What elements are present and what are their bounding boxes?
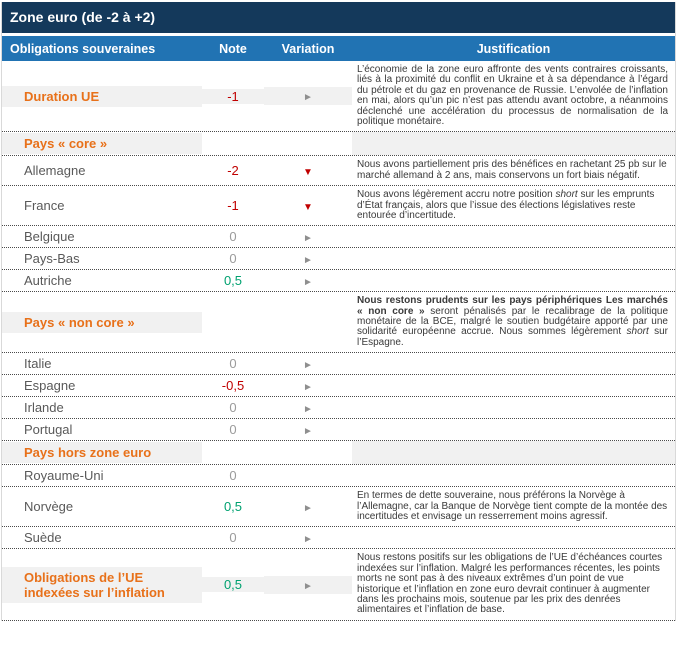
row-variation: [264, 355, 352, 373]
variation-right-icon: ►: [303, 359, 313, 371]
row-note: 0: [229, 468, 237, 484]
variation-down-icon: ▼: [303, 201, 313, 213]
table-row: [2, 549, 675, 620]
row-note: -2: [227, 163, 239, 179]
row-justification: [352, 441, 675, 464]
row-justification: Nous avons partiellement pris des bénéfices en rachetant 25 pb sur le marché allemand à 2 ans, mais conservons un fort biais négatif.: [357, 159, 667, 181]
variation-right-icon: ►: [303, 425, 313, 437]
row-label: Suède: [24, 530, 62, 546]
row-note: 0,5: [202, 577, 264, 592]
row-label: Italie: [24, 356, 52, 372]
row-justification: [352, 132, 675, 155]
table-row: [2, 270, 675, 292]
row-note: -1: [202, 89, 264, 104]
variation-down-icon: ▼: [303, 166, 313, 178]
row-variation: [264, 498, 352, 516]
table-title: [2, 2, 675, 33]
row-justification: Nous restons positifs sur les obligations de l’UE d’échéances courtes indexées sur l’inflation. Malgré les performances récentes, les points morts ne sont pas à des niveaux extrêmes d’un point de vue historique et l’inflation en zone euro devrait continuer à augmenter dans les prochains mois, soutenue par les prix des denrées alimentaires et l’inflation de base.: [357, 552, 663, 616]
row-label: Royaume-Uni: [24, 468, 104, 484]
row-justification: [352, 397, 675, 418]
row-justification: L’économie de la zone euro affronte des vents contraires croissants, liés à la proximité du conflit en Ukraine et à sa dépendance à l’égard du pétrole et du gaz en provenance de Russie. L’envolée de l’inflation en mai, alors qu’un pic n’est pas attendu avant octobre, a néanmoins déclenché une accélération du processus de normalisation de la politique monétaire.: [357, 64, 668, 127]
row-variation: [264, 162, 352, 180]
row-variation: [264, 529, 352, 547]
row-variation: [264, 576, 352, 594]
row-note: 0: [229, 251, 237, 267]
row-label: Portugal: [24, 422, 73, 438]
column-header-note: Note: [219, 41, 247, 56]
table-title-text: Zone euro (de -2 à +2): [10, 9, 156, 25]
row-justification: [352, 270, 675, 291]
row-note: 0,5: [223, 273, 243, 289]
row-label: Irlande: [24, 400, 64, 416]
table-row: [2, 292, 675, 353]
row-justification: [352, 375, 675, 396]
table-body: [2, 61, 675, 621]
row-variation: [264, 228, 352, 246]
table-row: [2, 248, 675, 270]
variation-right-icon: ►: [303, 92, 313, 104]
row-note: 0: [229, 229, 237, 245]
table-row: [2, 375, 675, 397]
row-variation: [264, 87, 352, 105]
row-note: 0: [229, 400, 237, 416]
row-justification: Nous avons légèrement accru notre position short sur les emprunts d’État français, alors que l’issue des élections législatives reste entourée d’incertitude.: [357, 189, 655, 221]
row-label: France: [24, 198, 65, 214]
table-row: [2, 487, 675, 527]
row-justification: Nous restons prudents sur les pays périphériques Les marchés « non core » seront pénalisés par le recalibrage de la politique monétaire de la BCE, malgré le soutien budgétaire apporté par une solidarité européenne accrue. Nous sommes légèrement short sur l’Espagne.: [357, 295, 669, 348]
table-row: [2, 465, 675, 487]
row-note: 0,5: [223, 499, 243, 515]
row-justification: [352, 226, 675, 247]
row-variation: [264, 377, 352, 395]
row-note: 0: [229, 530, 237, 546]
variation-right-icon: ►: [303, 381, 313, 393]
row-label: Duration UE: [2, 86, 202, 107]
table-row: [2, 397, 675, 419]
row-justification: [352, 353, 675, 374]
table-row: [2, 156, 675, 186]
row-justification: [352, 465, 675, 486]
row-variation: [264, 399, 352, 417]
row-label: Espagne: [24, 378, 76, 394]
row-variation: [264, 250, 352, 268]
table-row: [2, 186, 675, 226]
table-row: [2, 527, 675, 549]
row-label: Allemagne: [24, 163, 86, 179]
row-justification: [352, 527, 675, 548]
row-justification: [352, 419, 675, 440]
row-label: Belgique: [24, 229, 75, 245]
variation-right-icon: ►: [303, 232, 313, 244]
table-header-row: [2, 36, 675, 61]
table-row: [2, 132, 675, 156]
row-label: Pays-Bas: [24, 251, 80, 267]
row-label: Pays « core »: [2, 133, 202, 154]
table-row: [2, 419, 675, 441]
row-note: 0: [229, 422, 237, 438]
column-header-variation: Variation: [281, 41, 335, 56]
row-label: Autriche: [24, 273, 72, 289]
variation-right-icon: ►: [303, 254, 313, 266]
column-header-justification: Justification: [476, 41, 551, 56]
row-label: Pays hors zone euro: [2, 442, 202, 463]
row-note: -1: [227, 198, 239, 214]
table-row: [2, 353, 675, 375]
row-variation: [264, 272, 352, 290]
row-label: Obligations de l’UE indexées sur l’inflation: [2, 567, 202, 603]
variation-right-icon: ►: [303, 502, 313, 514]
row-variation: [264, 197, 352, 215]
row-variation: [264, 421, 352, 439]
variation-right-icon: ►: [303, 533, 313, 545]
row-note: -0,5: [221, 378, 245, 394]
variation-right-icon: ►: [303, 580, 313, 592]
variation-right-icon: ►: [303, 403, 313, 415]
table-row: [2, 226, 675, 248]
column-header-obligations: Obligations souveraines: [10, 41, 156, 56]
row-justification: En termes de dette souveraine, nous préférons la Norvège à l’Allemagne, car la Banque de Norvège tient compte de la montée des incertitudes et envisage un resserrement moins agressif.: [357, 490, 668, 523]
row-justification: [352, 248, 675, 269]
row-label: Pays « non core »: [2, 312, 202, 333]
row-label: Norvège: [24, 499, 74, 515]
zone-euro-table: [1, 2, 676, 621]
table-row: [2, 441, 675, 465]
variation-right-icon: ►: [303, 276, 313, 288]
row-note: 0: [229, 356, 237, 372]
table-row: [2, 61, 675, 132]
